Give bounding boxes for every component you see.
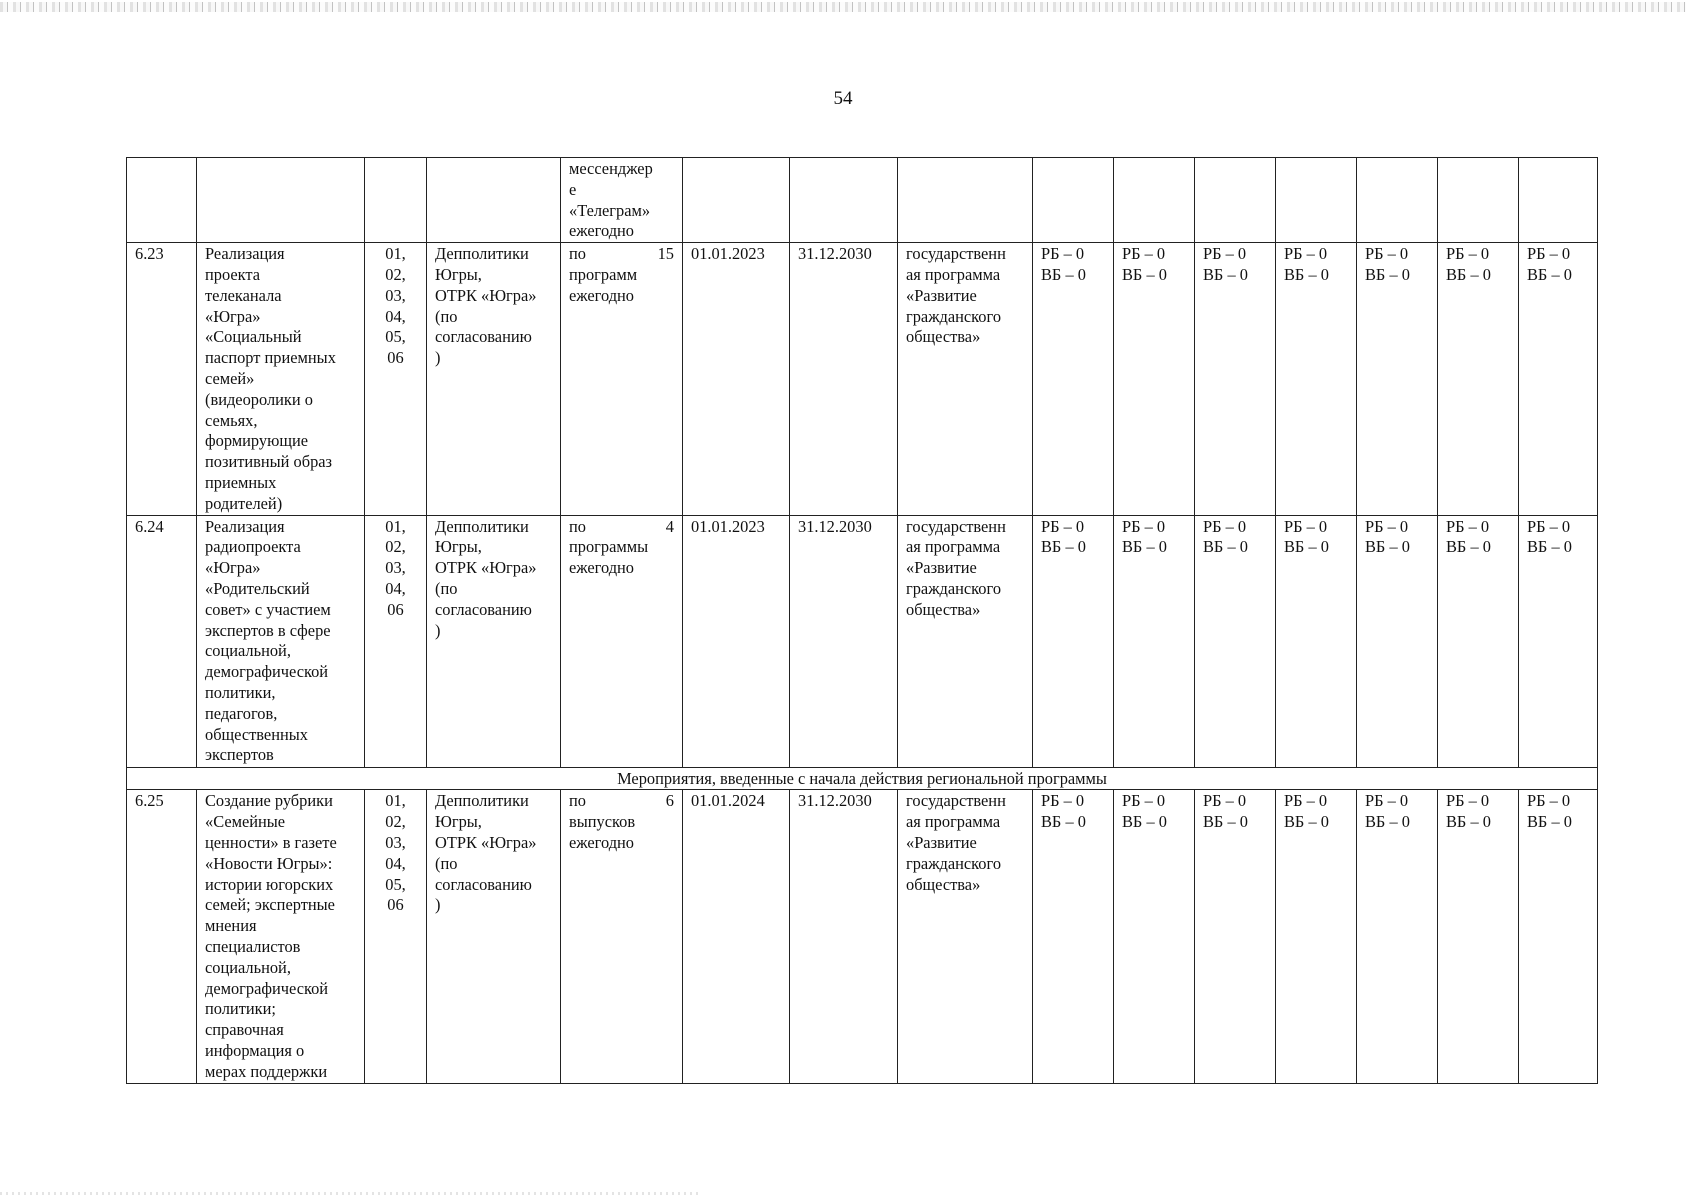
cell-finance xyxy=(1357,243,1438,515)
finance-rb: РБ – 0 xyxy=(1041,244,1085,264)
finance-rb: РБ – 0 xyxy=(1122,244,1166,264)
executor: Депполитики Югры, ОТРК «Югра» (по согласованию ) xyxy=(435,791,537,915)
result-first-line xyxy=(569,791,674,812)
cell-end xyxy=(790,158,898,243)
cell-result xyxy=(561,158,683,243)
finance-rb: РБ – 0 xyxy=(1365,244,1409,264)
task-codes: 01, 02, 03, 04, 05, 06 xyxy=(385,791,406,915)
finance-vb: ВБ – 0 xyxy=(1284,264,1329,284)
finance-vb: ВБ – 0 xyxy=(1122,537,1167,557)
cell-finance xyxy=(1033,790,1114,1083)
cell-codes xyxy=(365,158,427,243)
result-prefix: по xyxy=(569,516,586,536)
cell-finance xyxy=(1276,515,1357,767)
finance-rb: РБ – 0 xyxy=(1527,791,1571,811)
result-prefix: по xyxy=(569,791,586,811)
table-body xyxy=(127,158,1598,1084)
finance-vb: ВБ – 0 xyxy=(1203,264,1248,284)
cell-finance xyxy=(1438,790,1519,1083)
cell-start: 01.01.2023 xyxy=(683,243,790,515)
cell-program xyxy=(898,515,1033,767)
result-line: мессенджер xyxy=(569,159,653,178)
finance-rb: РБ – 0 xyxy=(1203,244,1247,264)
finance-rb: РБ – 0 xyxy=(1122,516,1166,536)
cell-finance xyxy=(1438,243,1519,515)
result-prefix: по xyxy=(569,244,586,264)
cell-finance xyxy=(1033,243,1114,515)
finance-vb: ВБ – 0 xyxy=(1446,812,1491,832)
finance-vb: ВБ – 0 xyxy=(1203,812,1248,832)
cell-start xyxy=(683,158,790,243)
table-row-6-24 xyxy=(127,515,1598,767)
finance-rb: РБ – 0 xyxy=(1203,791,1247,811)
task-codes: 01, 02, 03, 04, 05, 06 xyxy=(385,244,406,368)
result-count: 6 xyxy=(665,791,674,811)
result-rest: программы ежегодно xyxy=(569,537,649,578)
finance-vb: ВБ – 0 xyxy=(1041,812,1086,832)
finance-vb: ВБ – 0 xyxy=(1446,537,1491,557)
result-rest: выпусков ежегодно xyxy=(569,812,636,852)
cell-executor xyxy=(427,790,561,1083)
finance-rb: РБ – 0 xyxy=(1527,244,1571,264)
cell-finance xyxy=(1114,515,1195,767)
finance-vb: ВБ – 0 xyxy=(1446,264,1491,284)
finance-rb: РБ – 0 xyxy=(1284,791,1328,811)
cell-result xyxy=(561,243,683,515)
cell-finance xyxy=(1195,158,1276,243)
finance-vb: ВБ – 0 xyxy=(1284,812,1329,832)
cell-executor xyxy=(427,515,561,767)
result-first-line xyxy=(569,244,674,265)
finance-rb: РБ – 0 xyxy=(1284,516,1328,536)
finance-rb: РБ – 0 xyxy=(1284,244,1328,264)
cell-id: 6.23 xyxy=(127,243,197,515)
finance-vb: ВБ – 0 xyxy=(1284,537,1329,557)
page-number: 54 xyxy=(833,88,853,109)
measure-name: Реализация проекта телеканала «Югра» «Социальный паспорт приемных семей» (видеоролики о семьях, формирующие позитивный образ приемных родителей) xyxy=(205,244,336,513)
finance-vb: ВБ – 0 xyxy=(1527,264,1572,284)
measure-name: Реализация радиопроекта «Югра» «Родительский совет» с участием экспертов в сфере социальной, демографической политики, педагогов, общественных экспертов xyxy=(205,516,331,765)
scan-edge-top xyxy=(0,2,1686,12)
cell-codes xyxy=(365,515,427,767)
finance-vb: ВБ – 0 xyxy=(1041,537,1086,557)
finance-rb: РБ – 0 xyxy=(1122,791,1166,811)
finance-rb: РБ – 0 xyxy=(1446,791,1490,811)
cell-name xyxy=(197,515,365,767)
cell-end: 31.12.2030 xyxy=(790,790,898,1083)
cell-finance xyxy=(1033,515,1114,767)
cell-executor xyxy=(427,158,561,243)
result-line: е xyxy=(569,179,577,199)
result-line: ежегодно xyxy=(569,221,635,241)
table-row-carryover xyxy=(127,158,1598,243)
cell-finance xyxy=(1033,158,1114,243)
result-count: 15 xyxy=(657,244,674,264)
finance-vb: ВБ – 0 xyxy=(1365,264,1410,284)
cell-finance xyxy=(1357,515,1438,767)
cell-finance xyxy=(1195,515,1276,767)
finance-vb: ВБ – 0 xyxy=(1365,537,1410,557)
program-name: государственн ая программа «Развитие гражданского общества» xyxy=(906,244,1006,347)
finance-vb: ВБ – 0 xyxy=(1122,264,1167,284)
cell-finance xyxy=(1438,515,1519,767)
finance-rb: РБ – 0 xyxy=(1365,516,1409,536)
cell-program xyxy=(898,243,1033,515)
measures-table xyxy=(126,157,1598,1084)
cell-finance xyxy=(1519,790,1598,1083)
finance-vb: ВБ – 0 xyxy=(1365,812,1410,832)
cell-finance xyxy=(1114,158,1195,243)
finance-vb: ВБ – 0 xyxy=(1203,537,1248,557)
cell-finance xyxy=(1357,158,1438,243)
cell-name xyxy=(197,243,365,515)
program-name: государственн ая программа «Развитие гражданского общества» xyxy=(906,516,1006,619)
scan-edge-bottom xyxy=(0,1192,700,1195)
task-codes: 01, 02, 03, 04, 06 xyxy=(385,516,406,619)
finance-rb: РБ – 0 xyxy=(1446,516,1490,536)
table-row-6-25 xyxy=(127,790,1598,1083)
cell-id: 6.24 xyxy=(127,515,197,767)
finance-vb: ВБ – 0 xyxy=(1527,812,1572,832)
table-row-6-23 xyxy=(127,243,1598,515)
cell-program xyxy=(898,158,1033,243)
cell-finance xyxy=(1195,243,1276,515)
cell-finance xyxy=(1195,790,1276,1083)
cell-finance xyxy=(1114,790,1195,1083)
cell-finance xyxy=(1276,790,1357,1083)
cell-finance xyxy=(1276,158,1357,243)
section-title: Мероприятия, введенные с начала действия региональной программы xyxy=(127,767,1598,790)
cell-name xyxy=(197,158,365,243)
cell-finance xyxy=(1276,243,1357,515)
cell-finance xyxy=(1114,243,1195,515)
executor: Депполитики Югры, ОТРК «Югра» (по согласованию ) xyxy=(435,516,537,640)
finance-rb: РБ – 0 xyxy=(1203,516,1247,536)
cell-finance xyxy=(1438,158,1519,243)
finance-vb: ВБ – 0 xyxy=(1122,812,1167,832)
finance-rb: РБ – 0 xyxy=(1041,516,1085,536)
cell-start: 01.01.2024 xyxy=(683,790,790,1083)
table-section-row xyxy=(127,767,1598,790)
finance-vb: ВБ – 0 xyxy=(1041,264,1086,284)
cell-result xyxy=(561,515,683,767)
program-name: государственн ая программа «Развитие гражданского общества» xyxy=(906,791,1006,894)
finance-rb: РБ – 0 xyxy=(1446,244,1490,264)
executor: Депполитики Югры, ОТРК «Югра» (по согласованию ) xyxy=(435,244,537,368)
cell-name xyxy=(197,790,365,1083)
finance-rb: РБ – 0 xyxy=(1527,516,1571,536)
finance-rb: РБ – 0 xyxy=(1365,791,1409,811)
cell-finance xyxy=(1519,158,1598,243)
cell-end: 31.12.2030 xyxy=(790,243,898,515)
result-count: 4 xyxy=(665,516,674,536)
cell-finance xyxy=(1357,790,1438,1083)
cell-executor xyxy=(427,243,561,515)
result-line: «Телеграм» xyxy=(569,200,651,220)
cell-codes xyxy=(365,243,427,515)
result-rest: программ ежегодно xyxy=(569,264,638,305)
cell-codes xyxy=(365,790,427,1083)
cell-finance xyxy=(1519,243,1598,515)
cell-result xyxy=(561,790,683,1083)
result-first-line xyxy=(569,517,674,538)
finance-rb: РБ – 0 xyxy=(1041,791,1085,811)
cell-start: 01.01.2023 xyxy=(683,515,790,767)
cell-finance xyxy=(1519,515,1598,767)
cell-id xyxy=(127,158,197,243)
measure-name: Создание рубрики «Семейные ценности» в газете «Новости Югры»: истории югорских семей; экспертные мнения специалистов социальной, демографической политики; справочная информация о мерах поддержки xyxy=(205,791,337,1081)
cell-end: 31.12.2030 xyxy=(790,515,898,767)
cell-program xyxy=(898,790,1033,1083)
cell-id: 6.25 xyxy=(127,790,197,1083)
finance-vb: ВБ – 0 xyxy=(1527,537,1572,557)
